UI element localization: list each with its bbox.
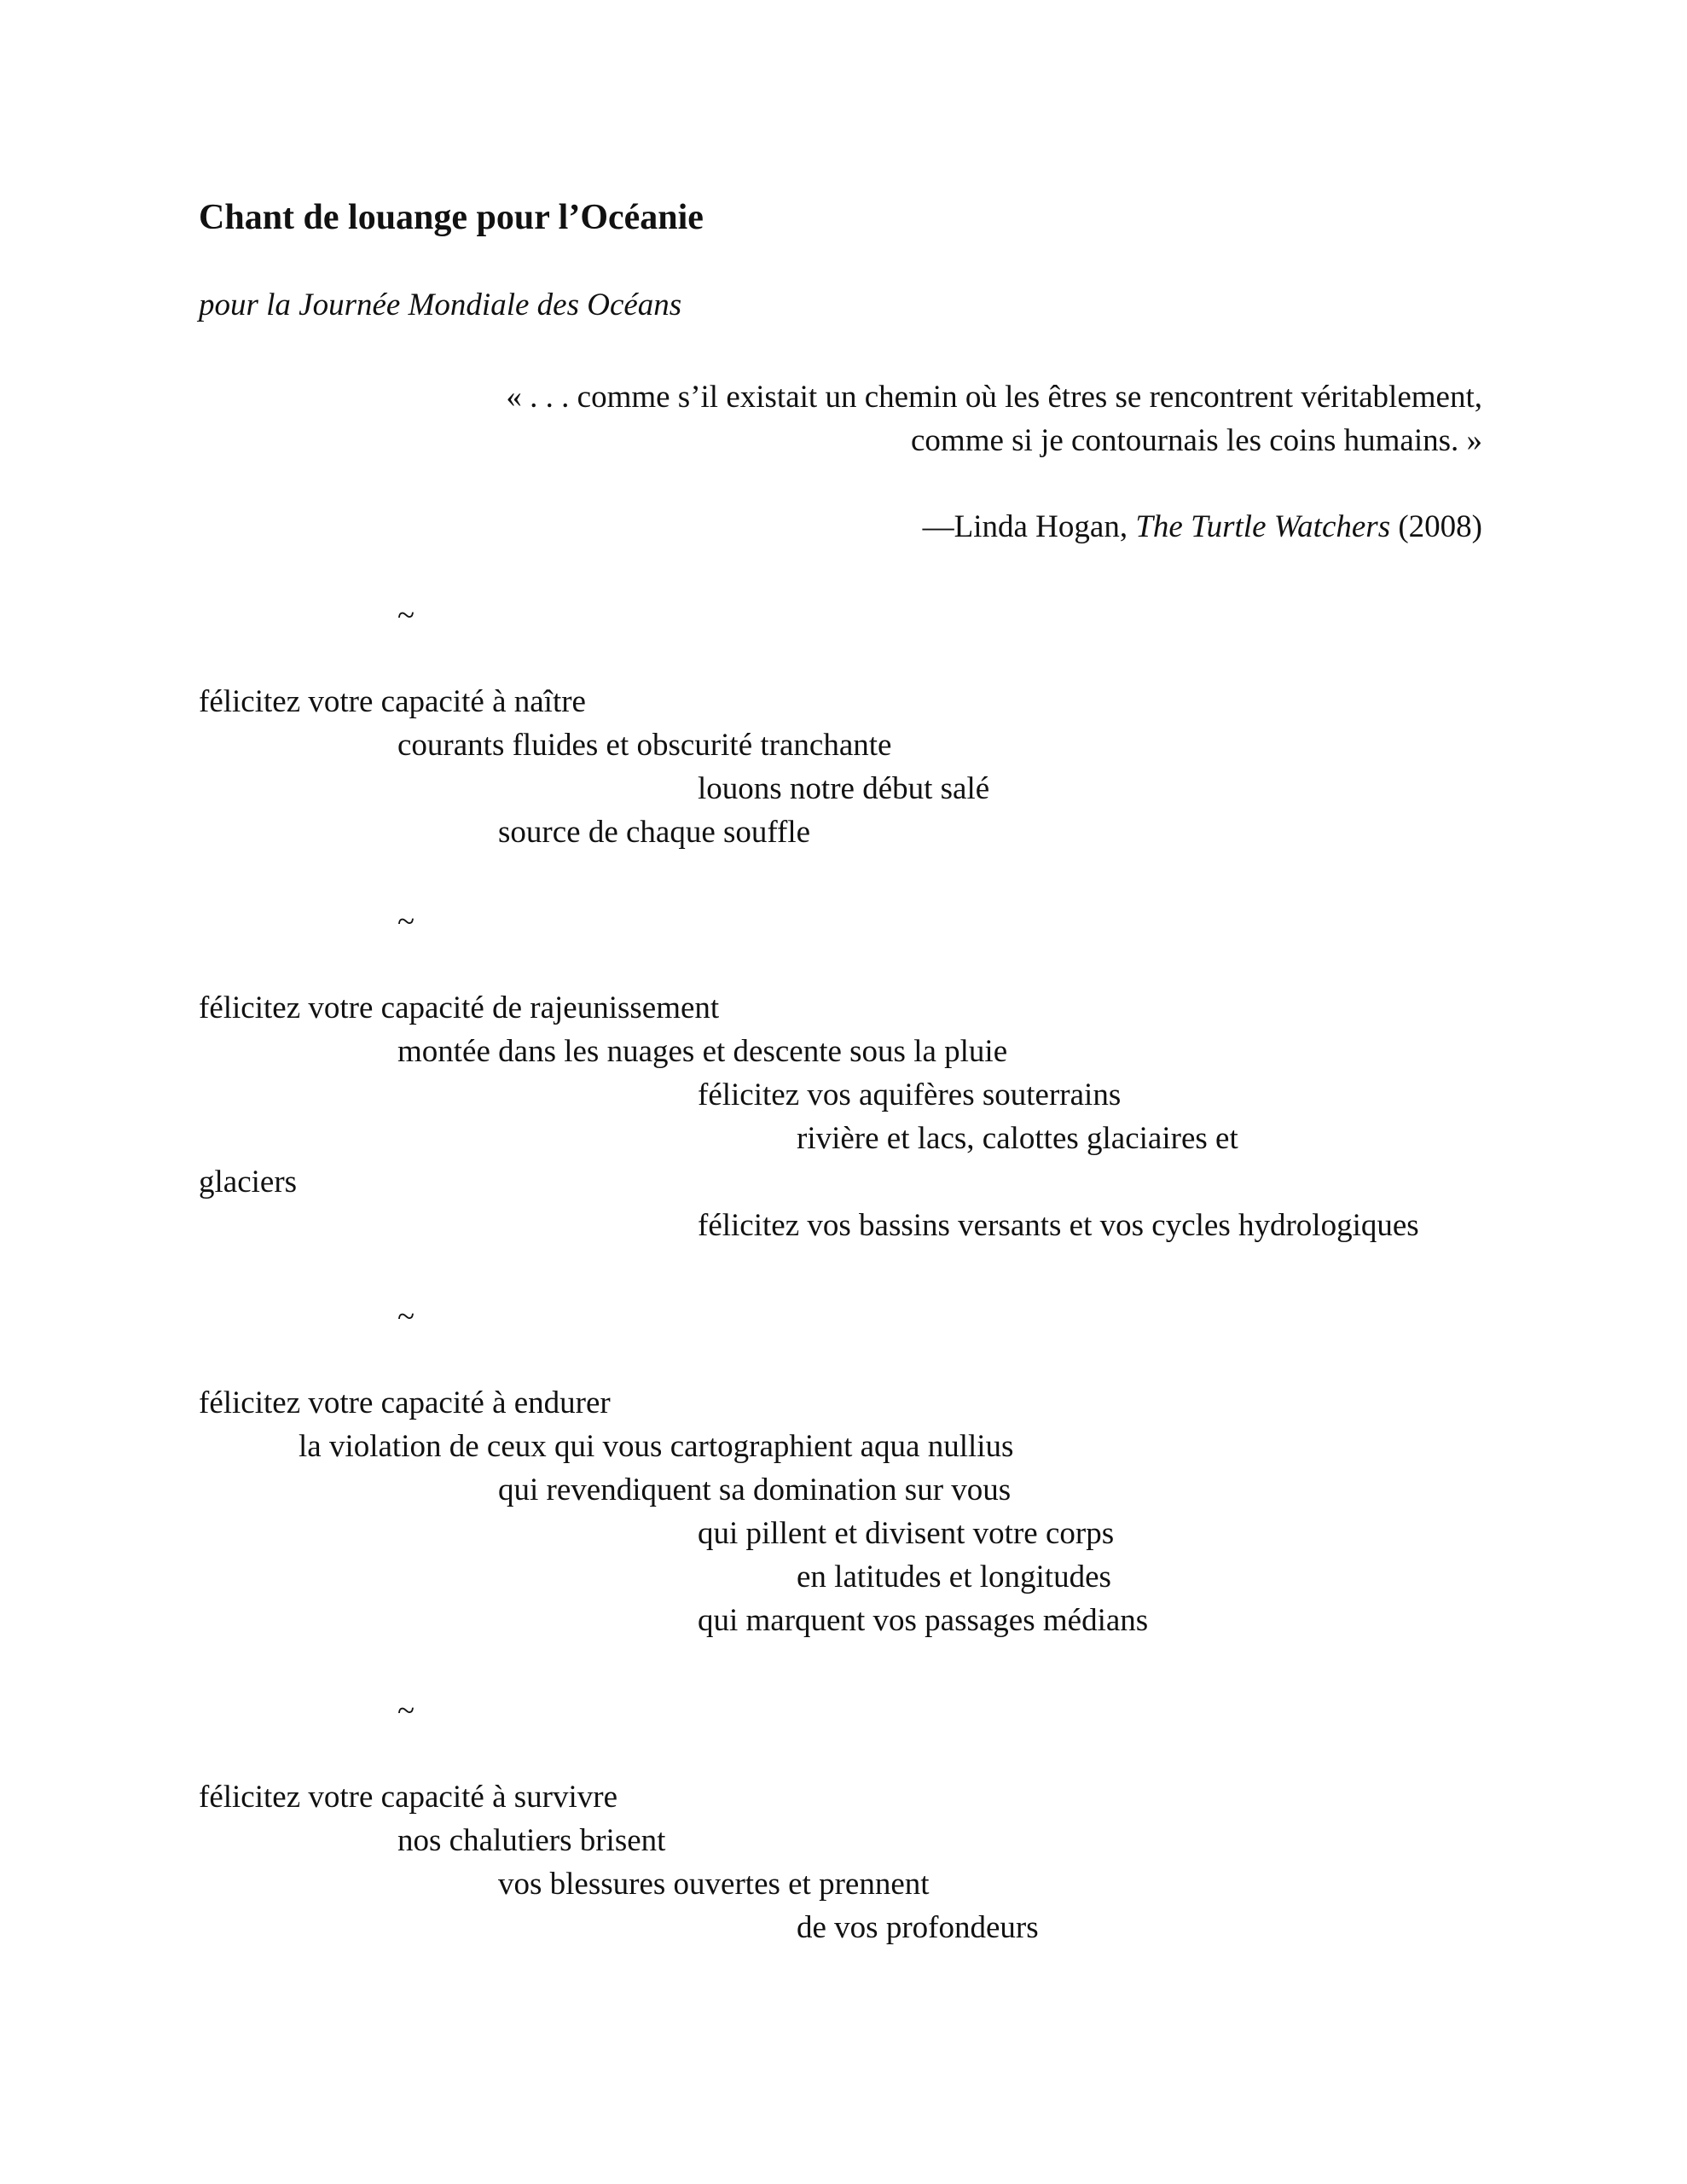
verse-line: félicitez votre capacité à endurer	[199, 1385, 611, 1420]
verse-line: vos blessures ouvertes et prennent	[498, 1867, 930, 1902]
verse-line: source de chaque souffle	[498, 815, 811, 850]
verse-line: montée dans les nuages et descente sous la pluie	[397, 1034, 1008, 1069]
epigraph-attribution	[923, 505, 1482, 549]
epigraph	[506, 375, 1482, 462]
verse-line: félicitez votre capacité à survivre	[199, 1780, 617, 1815]
poem-dedication: pour la Journée Mondiale des Océans	[199, 288, 682, 322]
verse-line: de vos profondeurs	[797, 1910, 1039, 1945]
attribution-work-title: The Turtle Watchers	[1135, 509, 1391, 544]
verse-line: la violation de ceux qui vous cartographient aqua nullius	[299, 1429, 1014, 1464]
verse-line: félicitez votre capacité à naître	[199, 684, 586, 719]
verse-line: qui revendiquent sa domination sur vous	[498, 1472, 1012, 1507]
verse-line: félicitez vos bassins versants et vos cycles hydrologiques	[698, 1208, 1419, 1243]
verse-line: glaciers	[199, 1165, 298, 1199]
verse-line: louons notre début salé	[698, 771, 990, 806]
poem-title: Chant de louange pour l’Océanie	[199, 198, 704, 237]
stanza-separator: ~	[397, 598, 415, 633]
stanza-separator: ~	[397, 1693, 415, 1728]
epigraph-line: « . . . comme s’il existait un chemin où les êtres se rencontrent véritablement,	[506, 380, 1482, 415]
verse-line: qui marquent vos passages médians	[698, 1603, 1149, 1638]
verse-line: rivière et lacs, calottes glaciaires et	[797, 1121, 1238, 1156]
verse-line: félicitez votre capacité de rajeunissement	[199, 990, 720, 1025]
stanza-separator: ~	[397, 1299, 415, 1334]
verse-line: qui pillent et divisent votre corps	[698, 1516, 1115, 1551]
attribution-author: —Linda Hogan,	[922, 509, 1136, 544]
verse-line: courants fluides et obscurité tranchante	[397, 728, 892, 763]
epigraph-line: comme si je contournais les coins humains. »	[911, 423, 1482, 458]
verse-line: nos chalutiers brisent	[397, 1823, 666, 1858]
attribution-year: (2008)	[1390, 509, 1482, 544]
stanza-separator: ~	[397, 904, 415, 939]
verse-line: en latitudes et longitudes	[797, 1560, 1111, 1594]
verse-line: félicitez vos aquifères souterrains	[698, 1077, 1122, 1112]
